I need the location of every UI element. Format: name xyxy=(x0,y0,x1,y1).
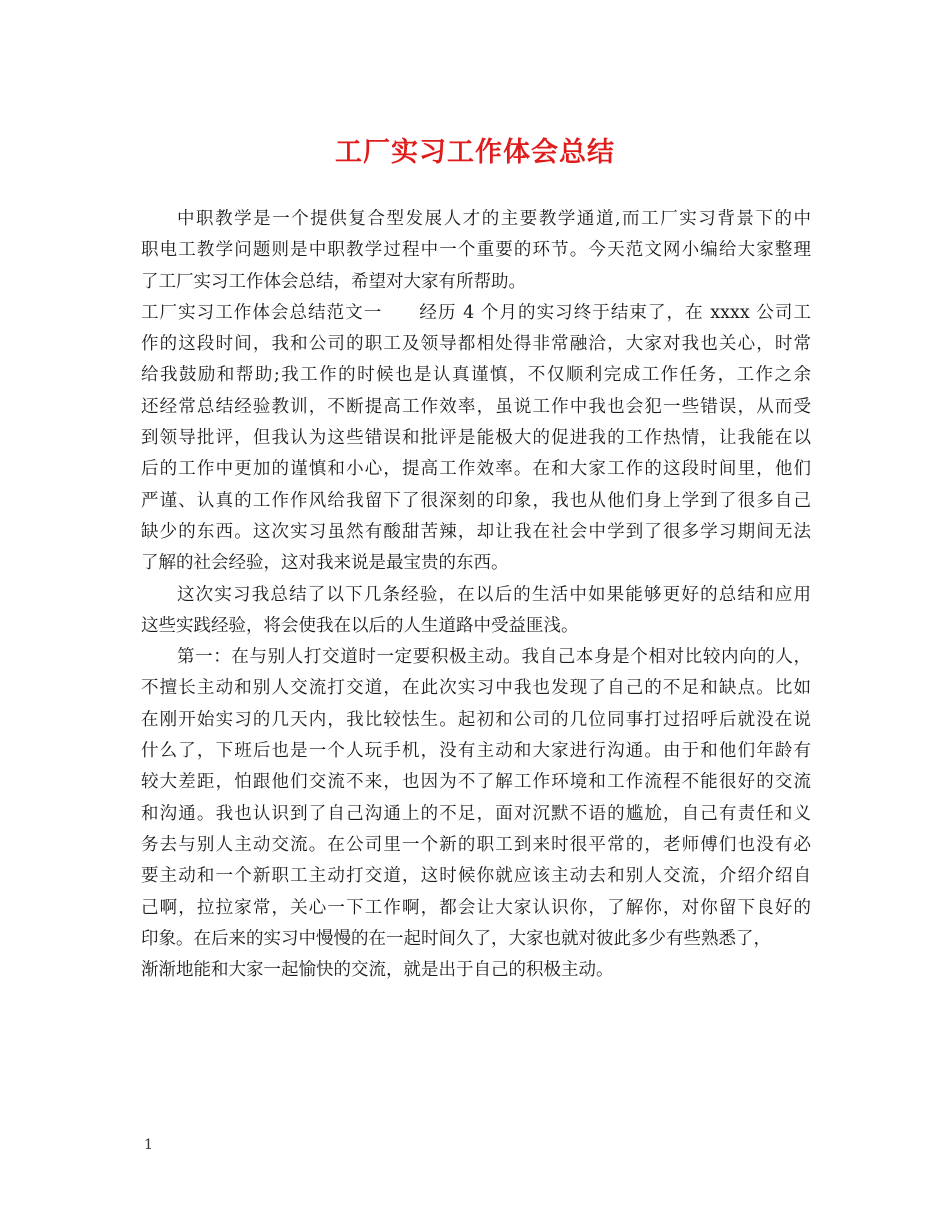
text-line: 务去与别人主动交流。在公司里一个新的职工到来时很平常的，老师傅们也没有必 xyxy=(141,834,811,855)
text-line: 这些实践经验，将会使我在以后的人生道路中受益匪浅。 xyxy=(141,615,579,636)
text-line: 中职教学是一个提供复合型发展人才的主要教学通道,而工厂实习背景下的中 xyxy=(177,209,811,229)
text-line: 在刚开始实习的几天内，我比较怯生。起初和公司的几位同事打过招呼后就没在说 xyxy=(141,709,811,730)
text-line: 较大差距，怕跟他们交流不来，也因为不了解工作环境和工作流程不能很好的交流 xyxy=(141,772,811,793)
text-line: 职电工教学问题则是中职教学过程中一个重要的环节。今天范文网小编给大家整理 xyxy=(141,240,811,261)
text-line: 要主动和一个新职工主动打交道，这时候你就应该主动去和别人交流，介绍介绍自 xyxy=(141,866,811,887)
text-line: 什么了，下班后也是一个人玩手机，没有主动和大家进行沟通。由于和他们年龄有 xyxy=(141,741,811,762)
text-line: 严谨、认真的工作作风给我留下了很深刻的印象，我也从他们身上学到了很多自己 xyxy=(141,490,811,511)
page-number: 1 xyxy=(144,1137,153,1153)
text-line: 这次实习我总结了以下几条经验，在以后的生活中如果能够更好的总结和应用 xyxy=(177,584,811,605)
text-line: 不擅长主动和别人交流打交道，在此次实习中我也发现了自己的不足和缺点。比如 xyxy=(141,678,811,699)
text-line: 作的这段时间，我和公司的职工及领导都相处得非常融洽，大家对我也关心，时常 xyxy=(141,334,811,355)
text-line: 到领导批评，但我认为这些错误和批评是能极大的促进我的工作热情，让我能在以 xyxy=(141,428,811,449)
text-line: 工厂实习工作体会总结范文一 经历 4 个月的实习终于结束了，在 xxxx 公司工 xyxy=(141,302,811,323)
text-line: 还经常总结经验教训，不断提高工作效率，虽说工作中我也会犯一些错误，从而受 xyxy=(141,396,811,417)
text-line: 渐渐地能和大家一起愉快的交流，就是出于自己的积极主动。 xyxy=(141,960,614,981)
text-line: 了工厂实习工作体会总结，希望对大家有所帮助。 xyxy=(141,271,526,292)
text-line: 和沟通。我也认识到了自己沟通上的不足，面对沉默不语的尴尬，自己有责任和义 xyxy=(141,803,811,824)
text-line: 后的工作中更加的谨慎和小心，提高工作效率。在和大家工作的这段时间里，他们 xyxy=(141,459,811,480)
text-line: 第一：在与别人打交道时一定要积极主动。我自己本身是个相对比较内向的人， xyxy=(177,647,811,668)
text-line: 印象。在后来的实习中慢慢的在一起时间久了，大家也就对彼此多少有些熟悉了， xyxy=(141,928,771,949)
text-line: 给我鼓励和帮助;我工作的时候也是认真谨慎，不仅顺利完成工作任务，工作之余 xyxy=(141,365,811,386)
document-body xyxy=(141,204,811,986)
text-line: 己啊，拉拉家常，关心一下工作啊，都会让大家认识你，了解你，对你留下良好的 xyxy=(141,897,811,918)
text-line: 缺少的东西。这次实习虽然有酸甜苦辣，却让我在社会中学到了很多学习期间无法 xyxy=(141,521,811,542)
document-title: 工厂实习工作体会总结 xyxy=(335,137,615,168)
text-line: 了解的社会经验，这对我来说是最宝贵的东西。 xyxy=(141,553,509,574)
